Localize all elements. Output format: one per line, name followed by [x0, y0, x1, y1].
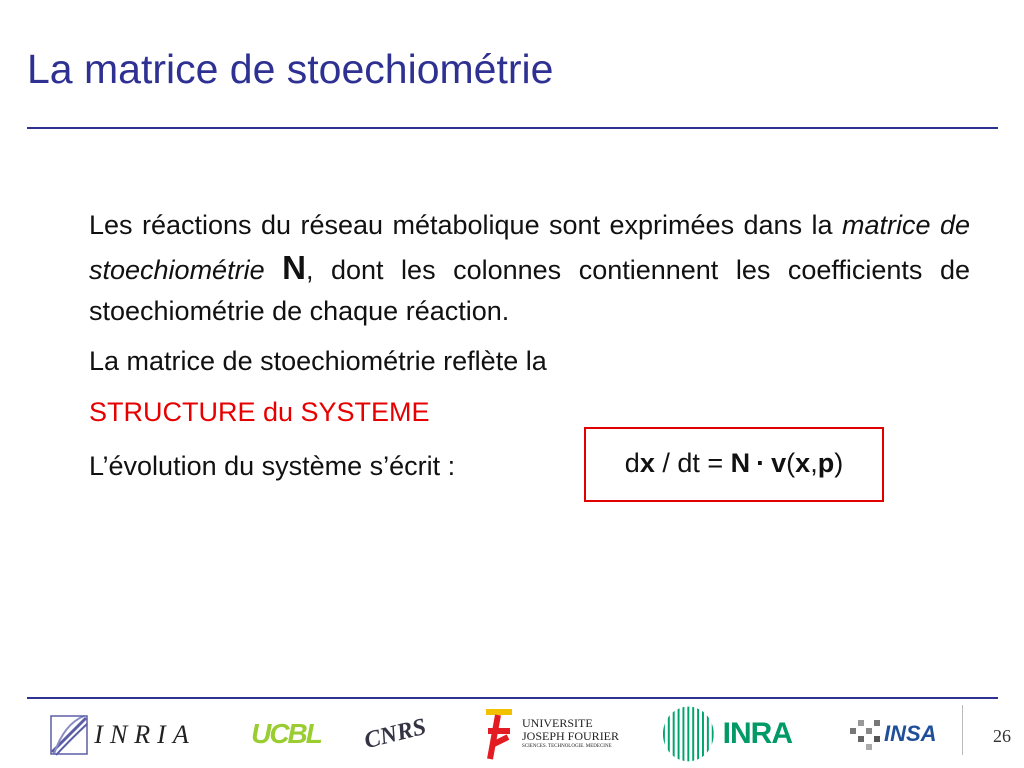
footer-divider: [27, 697, 998, 699]
eq-comma: ,: [810, 448, 818, 479]
page-number: 26: [993, 726, 1011, 746]
equation-box: [584, 427, 884, 502]
slide-body: [89, 205, 970, 488]
inria-wordmark: INRIA: [94, 720, 196, 749]
evolution-line: [89, 446, 970, 488]
footer-separator: [962, 705, 963, 755]
paragraph-reactions: [89, 205, 970, 333]
eq-p: p: [817, 448, 835, 479]
ujf-logo: [478, 706, 620, 762]
text-segment: , dont les colonnes contiennent les coefficients de stoechiométrie de chaque réaction.: [89, 254, 970, 326]
ujf-text: [522, 717, 619, 751]
ucbl-wordmark: UCBL: [251, 718, 321, 749]
ujf-line2: JOSEPH FOURIER: [522, 729, 620, 743]
inra-wordmark: INRA: [722, 717, 792, 750]
inra-emblem-icon: [660, 705, 717, 763]
title-divider: [27, 127, 998, 129]
ucbl-logo: [248, 706, 324, 762]
inria-logo: [38, 712, 208, 758]
line-reflects: La matrice de stoechiométrie reflète la: [89, 345, 547, 376]
ujf-line1: UNIVERSITE: [522, 716, 593, 730]
ujf-emblem-icon: [478, 707, 518, 761]
insa-logo: [848, 708, 944, 760]
cnrs-logo: [360, 704, 430, 764]
eq-v: v: [771, 448, 787, 479]
cnrs-wordmark: CNRS: [361, 713, 429, 754]
eq-close-paren: ): [834, 448, 844, 479]
ujf-line3: SCIENCES. TECHNOLOGIE. MEDECINE: [522, 744, 612, 749]
structure-highlight: STRUCTURE du SYSTEME: [89, 397, 430, 427]
insa-dots-icon: [848, 714, 882, 754]
footer-logos: [0, 700, 1024, 768]
inria-emblem-icon: [50, 714, 88, 756]
text-segment: Les réactions du réseau métabolique sont exprimées dans la: [89, 210, 842, 240]
inra-logo: [660, 704, 792, 764]
slide-title: La matrice de stoechiométrie: [27, 46, 554, 92]
eq-slash-dt: / dt =: [654, 448, 731, 479]
eq-x2: x: [795, 448, 811, 479]
eq-d: d: [624, 448, 640, 479]
insa-wordmark: INSA: [884, 721, 937, 746]
eq-N: N: [730, 448, 751, 479]
eq-dot: ·: [756, 448, 766, 479]
evolution-label: L’évolution du système s’écrit :: [89, 450, 456, 481]
emphasis-matrix: matrice de stoechiométrie: [89, 210, 970, 285]
eq-open-paren: (: [786, 448, 796, 479]
eq-x: x: [639, 448, 655, 479]
matrix-symbol-N: N: [282, 248, 306, 286]
